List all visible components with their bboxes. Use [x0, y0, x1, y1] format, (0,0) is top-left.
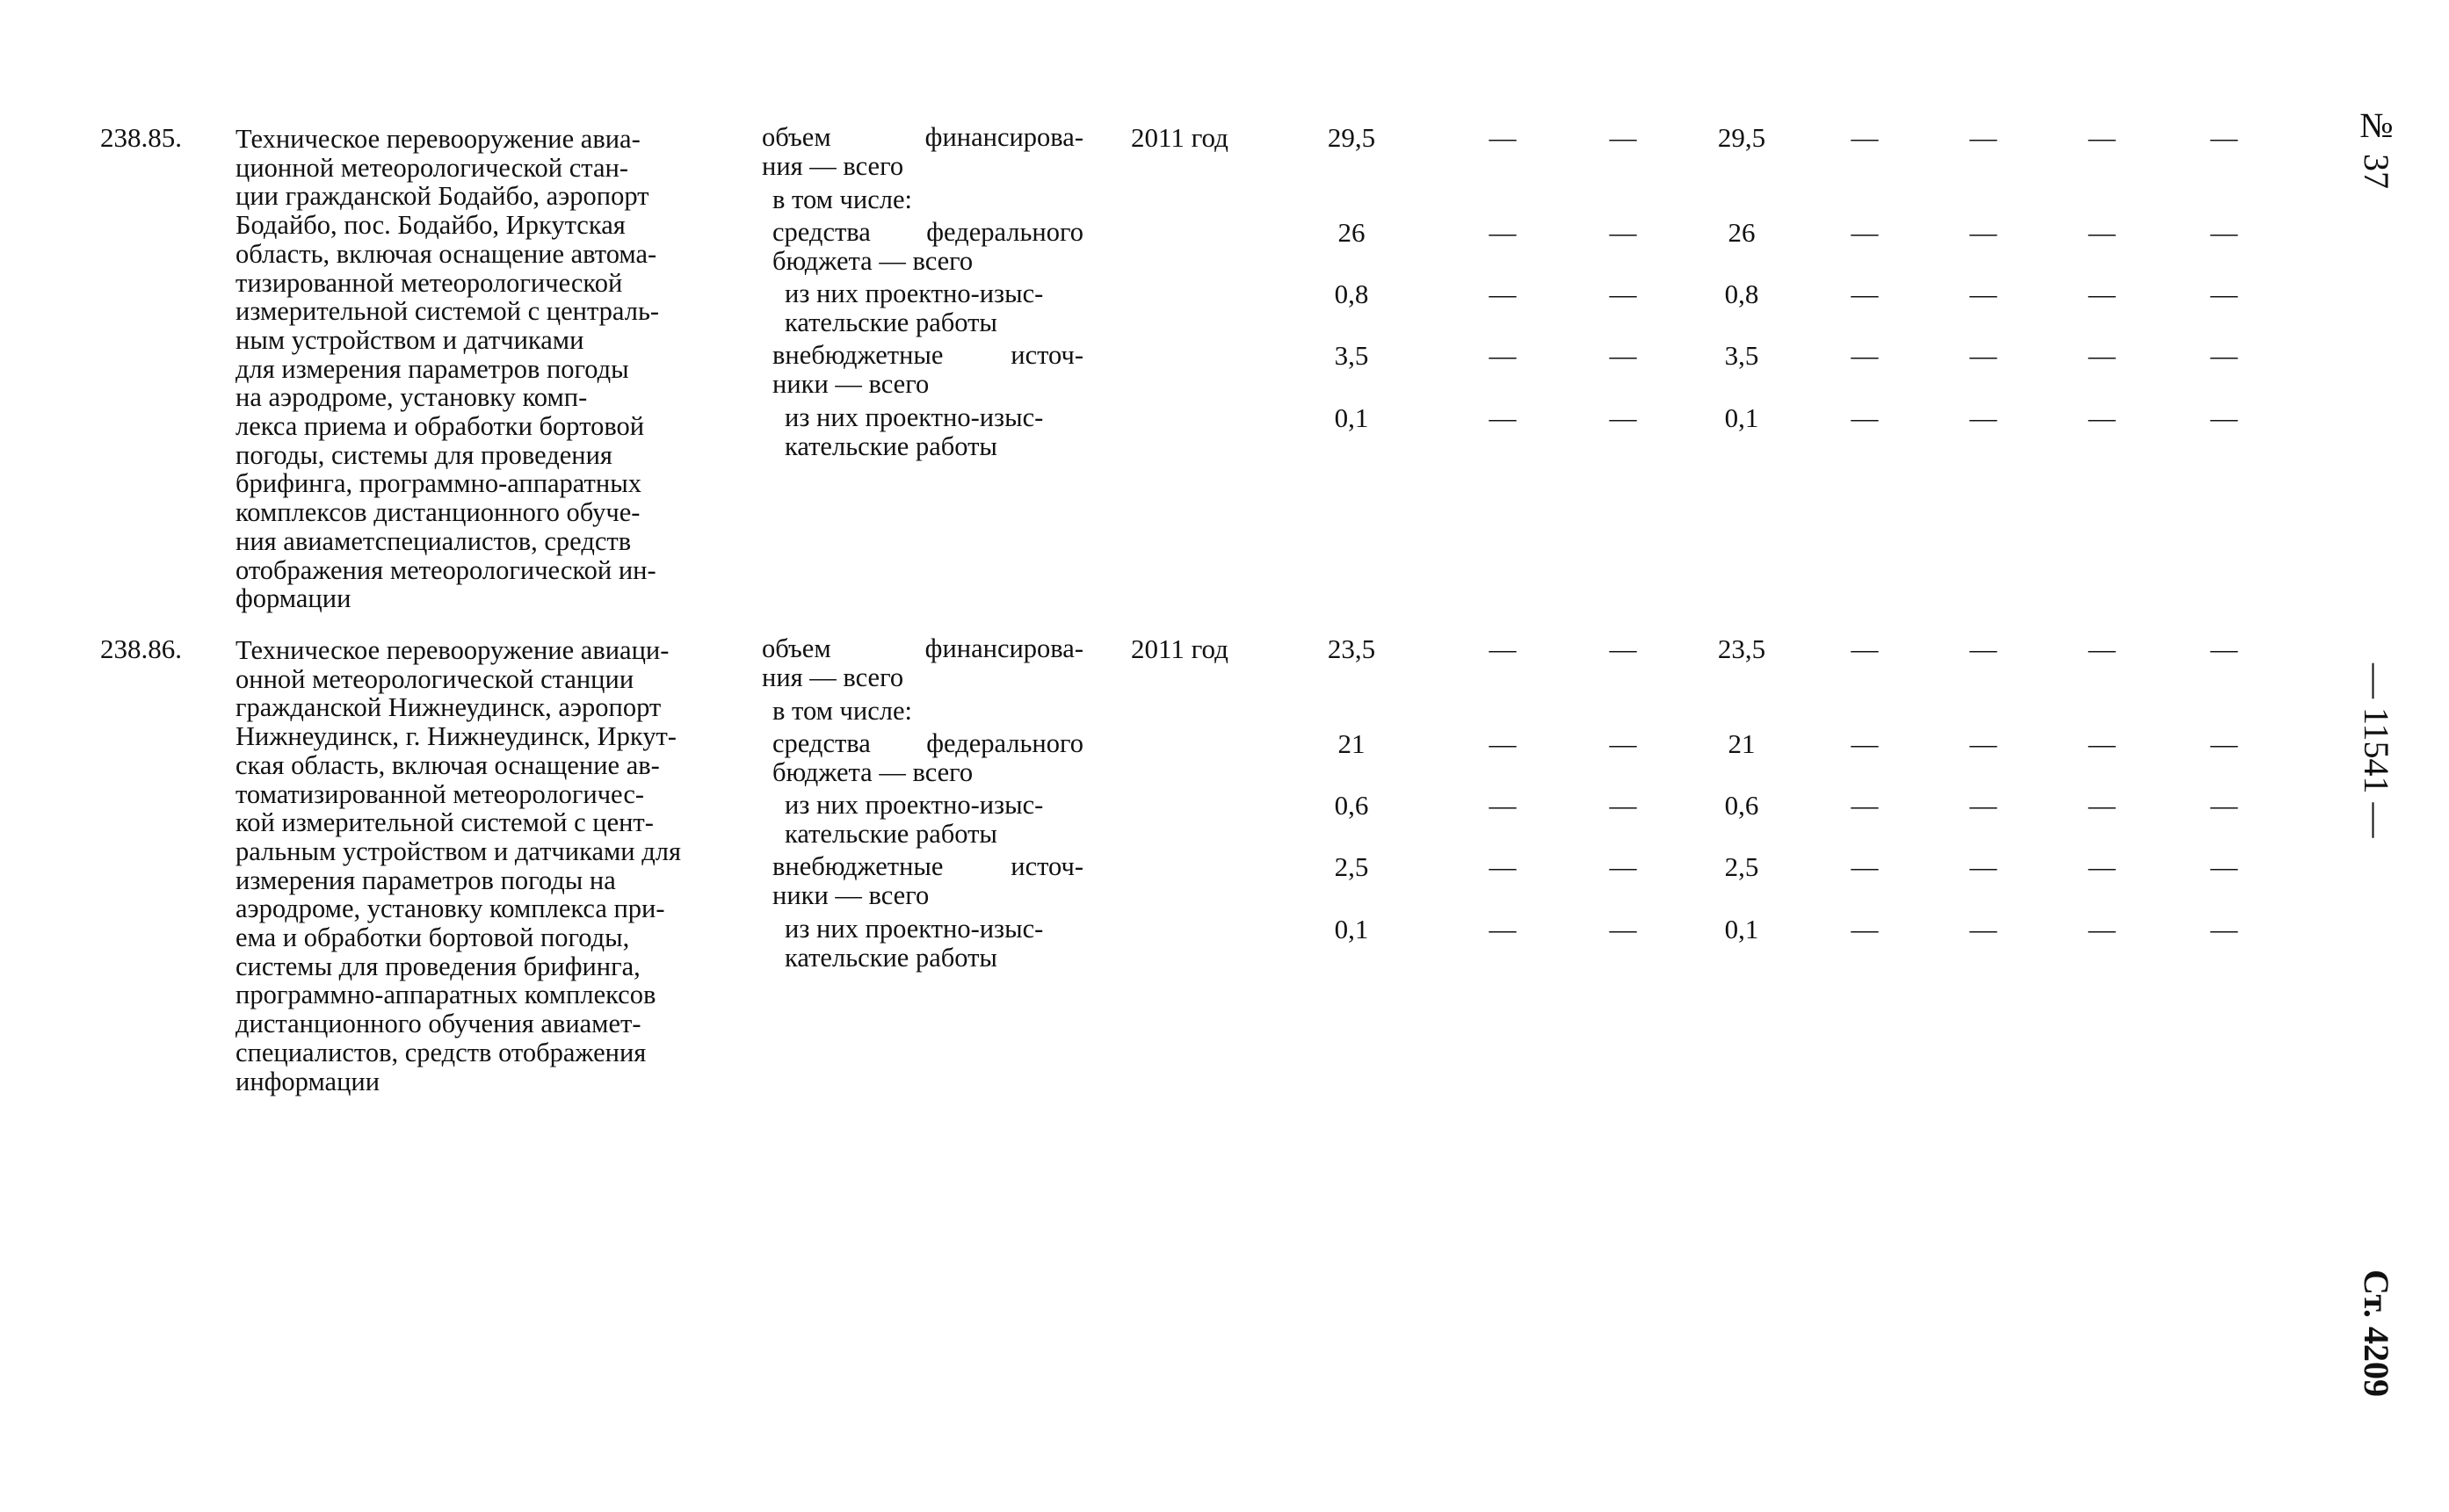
value-cell: —	[1969, 217, 1997, 248]
description-line: Техническое перевооружение авиаци-	[235, 635, 670, 665]
value-cell: —	[2088, 340, 2116, 371]
value-cell: 0,1	[1334, 402, 1369, 433]
description-line: брифинга, программно-аппаратных	[235, 468, 641, 499]
description-line: гражданской Нижнеудинск, аэропорт	[235, 692, 662, 723]
row-number: 238.86.	[100, 633, 182, 664]
value-cell: —	[2210, 914, 2238, 944]
value-cell: 0,1	[1724, 402, 1759, 433]
value-cell: —	[2210, 279, 2238, 309]
description-line: ции гражданской Бодайбо, аэропорт	[235, 181, 649, 212]
financing-label: в том числе:	[772, 696, 912, 726]
description-line: лекса приема и обработки бортовой	[235, 411, 645, 442]
value-cell: —	[1969, 633, 1997, 664]
value-cell: —	[1851, 914, 1879, 944]
page-number: — 11541 —	[2357, 663, 2396, 838]
value-cell: —	[1609, 914, 1637, 944]
value-cell: —	[2088, 402, 2116, 433]
row-description	[235, 125, 730, 613]
value-cell: 21	[1728, 728, 1756, 759]
value-cell: —	[2210, 217, 2238, 248]
description-line: ным устройством и датчиками	[235, 324, 584, 355]
value-cell: —	[1489, 633, 1517, 664]
value-cell: —	[2210, 402, 2238, 433]
description-line: программно-аппаратных комплексов	[235, 980, 656, 1010]
financing-label: объем финансирова- ния — всего	[762, 122, 1083, 181]
financing-label: из них проектно-изыс- кательские работы	[785, 402, 1044, 461]
value-cell: 0,8	[1334, 279, 1369, 309]
value-cell: —	[2088, 914, 2116, 944]
description-line: информации	[235, 1066, 380, 1096]
value-cell: —	[2210, 122, 2238, 153]
value-cell: —	[1609, 633, 1637, 664]
description-line: дистанционного обучения авиамет-	[235, 1009, 641, 1039]
description-line: ральным устройством и датчиками для	[235, 836, 682, 866]
value-cell: —	[1489, 790, 1517, 821]
value-cell: —	[1489, 402, 1517, 433]
value-cell: —	[1489, 217, 1517, 248]
financing-label: из них проектно-изыс- кательские работы	[785, 279, 1044, 337]
value-cell: —	[2088, 217, 2116, 248]
value-cell: —	[2210, 728, 2238, 759]
value-cell: —	[1609, 279, 1637, 309]
value-cell: 23,5	[1717, 633, 1766, 664]
description-line: область, включая оснащение автома-	[235, 238, 657, 269]
description-line: Техническое перевооружение авиа-	[235, 124, 641, 154]
description-line: системы для проведения брифинга,	[235, 951, 641, 981]
financing-label: из них проектно-изыс- кательские работы	[785, 790, 1044, 849]
value-cell: 2,5	[1724, 851, 1759, 882]
value-cell: —	[2210, 790, 2238, 821]
value-cell: —	[1851, 340, 1879, 371]
value-cell: —	[1969, 728, 1997, 759]
issue-number: № 37	[2357, 105, 2396, 189]
value-cell: —	[2088, 790, 2116, 821]
value-cell: —	[1969, 279, 1997, 309]
value-cell: 0,8	[1724, 279, 1759, 309]
value-cell: —	[1851, 122, 1879, 153]
value-cell: 0,6	[1724, 790, 1759, 821]
financing-label: внебюджетные источ- ники — всего	[772, 340, 1083, 399]
row-year: 2011 год	[1131, 633, 1228, 664]
description-line: формации	[235, 583, 351, 614]
description-line: Нижнеудинск, г. Нижнеудинск, Иркут-	[235, 721, 677, 752]
value-cell: 0,1	[1334, 914, 1369, 944]
value-cell: —	[2210, 633, 2238, 664]
value-cell: —	[1489, 122, 1517, 153]
value-cell: —	[1489, 914, 1517, 944]
value-cell: 26	[1728, 217, 1756, 248]
value-cell: 29,5	[1717, 122, 1766, 153]
value-cell: —	[1851, 217, 1879, 248]
value-cell: 2,5	[1334, 851, 1369, 882]
value-cell: 23,5	[1327, 633, 1376, 664]
description-line: тизированной метеорологической	[235, 267, 623, 298]
value-cell: —	[1851, 279, 1879, 309]
description-line: ционной метеорологической стан-	[235, 152, 628, 183]
value-cell: —	[1609, 851, 1637, 882]
value-cell: 3,5	[1334, 340, 1369, 371]
financing-label: из них проектно-изыс- кательские работы	[785, 914, 1044, 973]
description-line: ская область, включая оснащение ав-	[235, 749, 660, 780]
value-cell: —	[1851, 728, 1879, 759]
value-cell: —	[2088, 279, 2116, 309]
value-cell: —	[1969, 122, 1997, 153]
financing-label: в том числе:	[772, 184, 912, 214]
description-line: измерения параметров погоды на	[235, 865, 616, 895]
value-cell: —	[1969, 340, 1997, 371]
value-cell: —	[1969, 402, 1997, 433]
value-cell: 0,1	[1724, 914, 1759, 944]
value-cell: —	[1609, 728, 1637, 759]
description-line: Бодайбо, пос. Бодайбо, Иркутская	[235, 210, 626, 241]
value-cell: —	[2210, 851, 2238, 882]
value-cell: 26	[1337, 217, 1366, 248]
value-cell: —	[1969, 914, 1997, 944]
value-cell: —	[1609, 340, 1637, 371]
value-cell: 21	[1337, 728, 1366, 759]
value-cell: —	[1489, 728, 1517, 759]
financing-label: внебюджетные источ- ники — всего	[772, 851, 1083, 910]
value-cell: —	[1609, 217, 1637, 248]
description-line: на аэродроме, установку комп-	[235, 382, 588, 413]
value-cell: —	[1969, 790, 1997, 821]
description-line: аэродроме, установку комплекса при-	[235, 893, 665, 924]
description-line: отображения метеорологической ин-	[235, 554, 656, 585]
description-line: измерительной системой с централь-	[235, 296, 660, 327]
financing-label: средства федерального бюджета — всего	[772, 217, 1083, 276]
value-cell: —	[2210, 340, 2238, 371]
row-year: 2011 год	[1131, 122, 1228, 153]
value-cell: —	[2088, 851, 2116, 882]
description-line: для измерения параметров погоды	[235, 353, 629, 384]
row-number: 238.85.	[100, 122, 182, 153]
financing-label: средства федерального бюджета — всего	[772, 728, 1083, 787]
value-cell: —	[1489, 851, 1517, 882]
value-cell: —	[1609, 790, 1637, 821]
value-cell: 0,6	[1334, 790, 1369, 821]
value-cell: —	[1851, 402, 1879, 433]
value-cell: —	[1969, 851, 1997, 882]
value-cell: —	[1609, 402, 1637, 433]
description-line: томатизированной метеорологичес-	[235, 778, 645, 809]
description-line: специалистов, средств отображения	[235, 1037, 647, 1067]
value-cell: —	[2088, 633, 2116, 664]
value-cell: —	[1489, 340, 1517, 371]
row-description	[235, 636, 730, 1096]
value-cell: 29,5	[1327, 122, 1376, 153]
description-line: ема и обработки бортовой погоды,	[235, 922, 630, 953]
value-cell: —	[1489, 279, 1517, 309]
value-cell: —	[2088, 122, 2116, 153]
value-cell: —	[1851, 851, 1879, 882]
value-cell: —	[2088, 728, 2116, 759]
description-line: погоды, системы для проведения	[235, 439, 612, 470]
value-cell: —	[1851, 790, 1879, 821]
financing-label: объем финансирова- ния — всего	[762, 633, 1083, 692]
value-cell: —	[1609, 122, 1637, 153]
value-cell: —	[1851, 633, 1879, 664]
description-line: комплексов дистанционного обуче-	[235, 497, 641, 528]
description-line: ния авиаметспециалистов, средств	[235, 525, 632, 556]
value-cell: 3,5	[1724, 340, 1759, 371]
description-line: онной метеорологической станции	[235, 663, 634, 694]
article-number: Ст. 4209	[2357, 1270, 2396, 1397]
description-line: кой измерительной системой с цент-	[235, 807, 654, 838]
